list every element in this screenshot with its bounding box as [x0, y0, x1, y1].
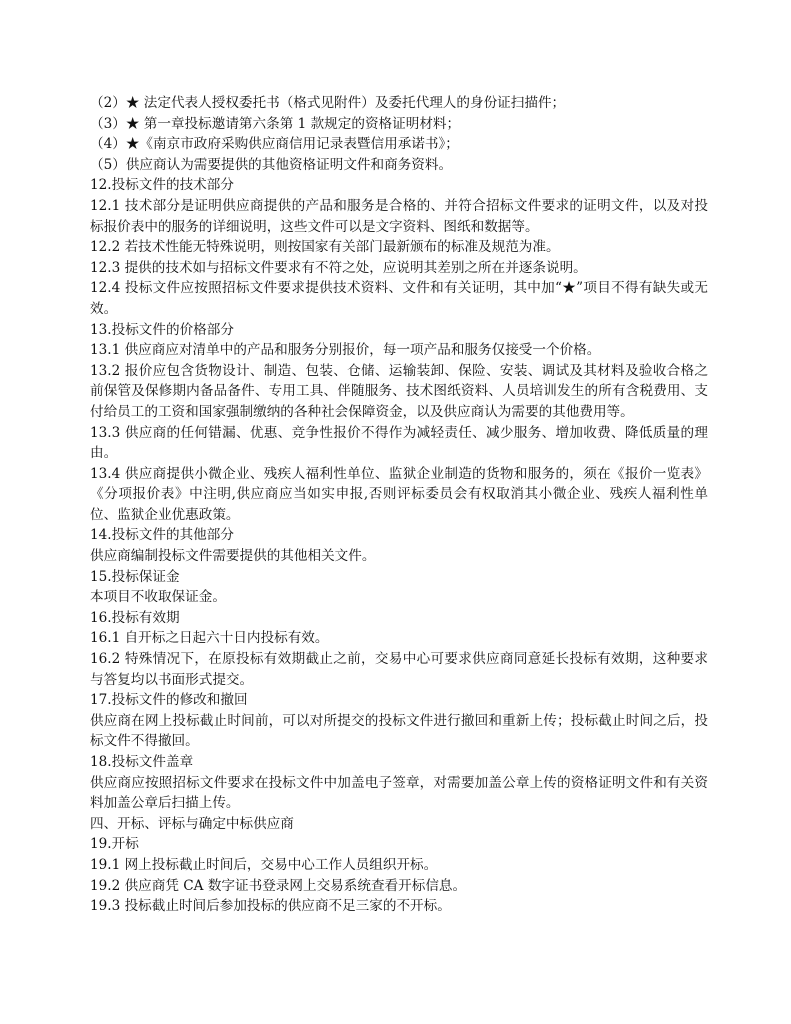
clause-12-4: 12.4 投标文件应按照招标文件要求提供技术资料、文件和有关证明，其中加“★”项目不得有缺失或无效。 [90, 280, 708, 317]
clause-13-1: 13.1 供应商应对清单中的产品和服务分别报价，每一项产品和服务仅接受一个价格。 [90, 342, 601, 359]
clause-13-3: 13.3 供应商的任何错漏、优惠、竞争性报价不得作为减轻责任、减少服务、增加收费、降低质量的理由。 [90, 424, 708, 462]
section-heading-15: 15.投标保证金 [90, 568, 180, 585]
clause-16-1: 16.1 自开标之日起六十日内投标有效。 [90, 630, 329, 647]
chapter-heading-4: 四、开标、评标与确定中标供应商 [90, 815, 294, 832]
section-heading-18: 18.投标文件盖章 [90, 754, 194, 770]
clause-15-text: 本项目不收取保证金。 [90, 589, 226, 606]
section-heading-19: 19.开标 [90, 836, 139, 853]
clause-13-2: 13.2 报价应包含货物设计、制造、包装、仓储、运输装卸、保险、安装、调试及其材料及验收合格之前保管及保修期内备品备件、专用工具、伴随服务、技术图纸资料、人员培训发生的所有含税费用、支付给员工的工资和国家强制缴纳的各种社会保障资金，以及供应商认为需要的其他费用等。 [90, 362, 708, 420]
section-heading-17: 17.投标文件的修改和撤回 [90, 692, 248, 709]
clause-12-3: 12.3 提供的技术如与招标文件要求有不符之处，应说明其差别之所在并逐条说明。 [90, 259, 587, 276]
section-heading-14: 14.投标文件的其他部分 [90, 527, 234, 544]
section-heading-12: 12.投标文件的技术部分 [90, 177, 234, 194]
clause-18-text: 供应商应按照招标文件要求在投标文件中加盖电子签章，对需要加盖公章上传的资格证明文件和有关资料加盖公章后扫描上传。 [90, 774, 708, 812]
qualification-item-4: （4）★《南京市政府采购供应商信用记录表暨信用承诺书》； [90, 136, 459, 153]
clause-19-2: 19.2 供应商凭 CA 数字证书登录网上交易系统查看开标信息。 [90, 877, 467, 894]
section-heading-16: 16.投标有效期 [90, 609, 180, 626]
document-body [90, 93, 708, 917]
qualification-item-3: （3）★ 第一章投标邀请第六条第 1 款规定的资格证明材料； [90, 115, 461, 132]
qualification-item-2: （2）★ 法定代表人授权委托书（格式见附件）及委托代理人的身份证扫描件； [90, 95, 566, 111]
section-heading-13: 13.投标文件的价格部分 [90, 321, 234, 338]
clause-17-text: 供应商在网上投标截止时间前，可以对所提交的投标文件进行撤回和重新上传；投标截止时间之后，投标文件不得撤回。 [90, 712, 708, 750]
clause-14-text: 供应商编制投标文件需要提供的其他相关文件。 [90, 548, 376, 565]
clause-19-1: 19.1 网上投标截止时间后，交易中心工作人员组织开标。 [90, 856, 438, 873]
clause-12-2: 12.2 若技术性能无特殊说明，则按国家有关部门最新颁布的标准及规范为准。 [90, 239, 560, 256]
clause-16-2: 16.2 特殊情况下，在原投标有效期截止之前，交易中心可要求供应商同意延长投标有效期，这种要求与答复均以书面形式提交。 [90, 651, 708, 688]
clause-13-4: 13.4 供应商提供小微企业、残疾人福利性单位、监狱企业制造的货物和服务的，须在《报价一览表》《分项报价表》中注明,供应商应当如实申报,否则评标委员会有权取消其小微企业、残疾人福利性单位、监狱企业优惠政策。 [90, 465, 708, 523]
clause-19-3: 19.3 投标截止时间后参加投标的供应商不足三家的不开标。 [90, 898, 451, 915]
clause-12-1: 12.1 技术部分是证明供应商提供的产品和服务是合格的、并符合招标文件要求的证明文件，以及对投标报价表中的服务的详细说明，这些文件可以是文字资料、图纸和数据等。 [90, 197, 708, 235]
qualification-item-5: （5）供应商认为需要提供的其他资格证明文件和商务资料。 [90, 156, 453, 173]
